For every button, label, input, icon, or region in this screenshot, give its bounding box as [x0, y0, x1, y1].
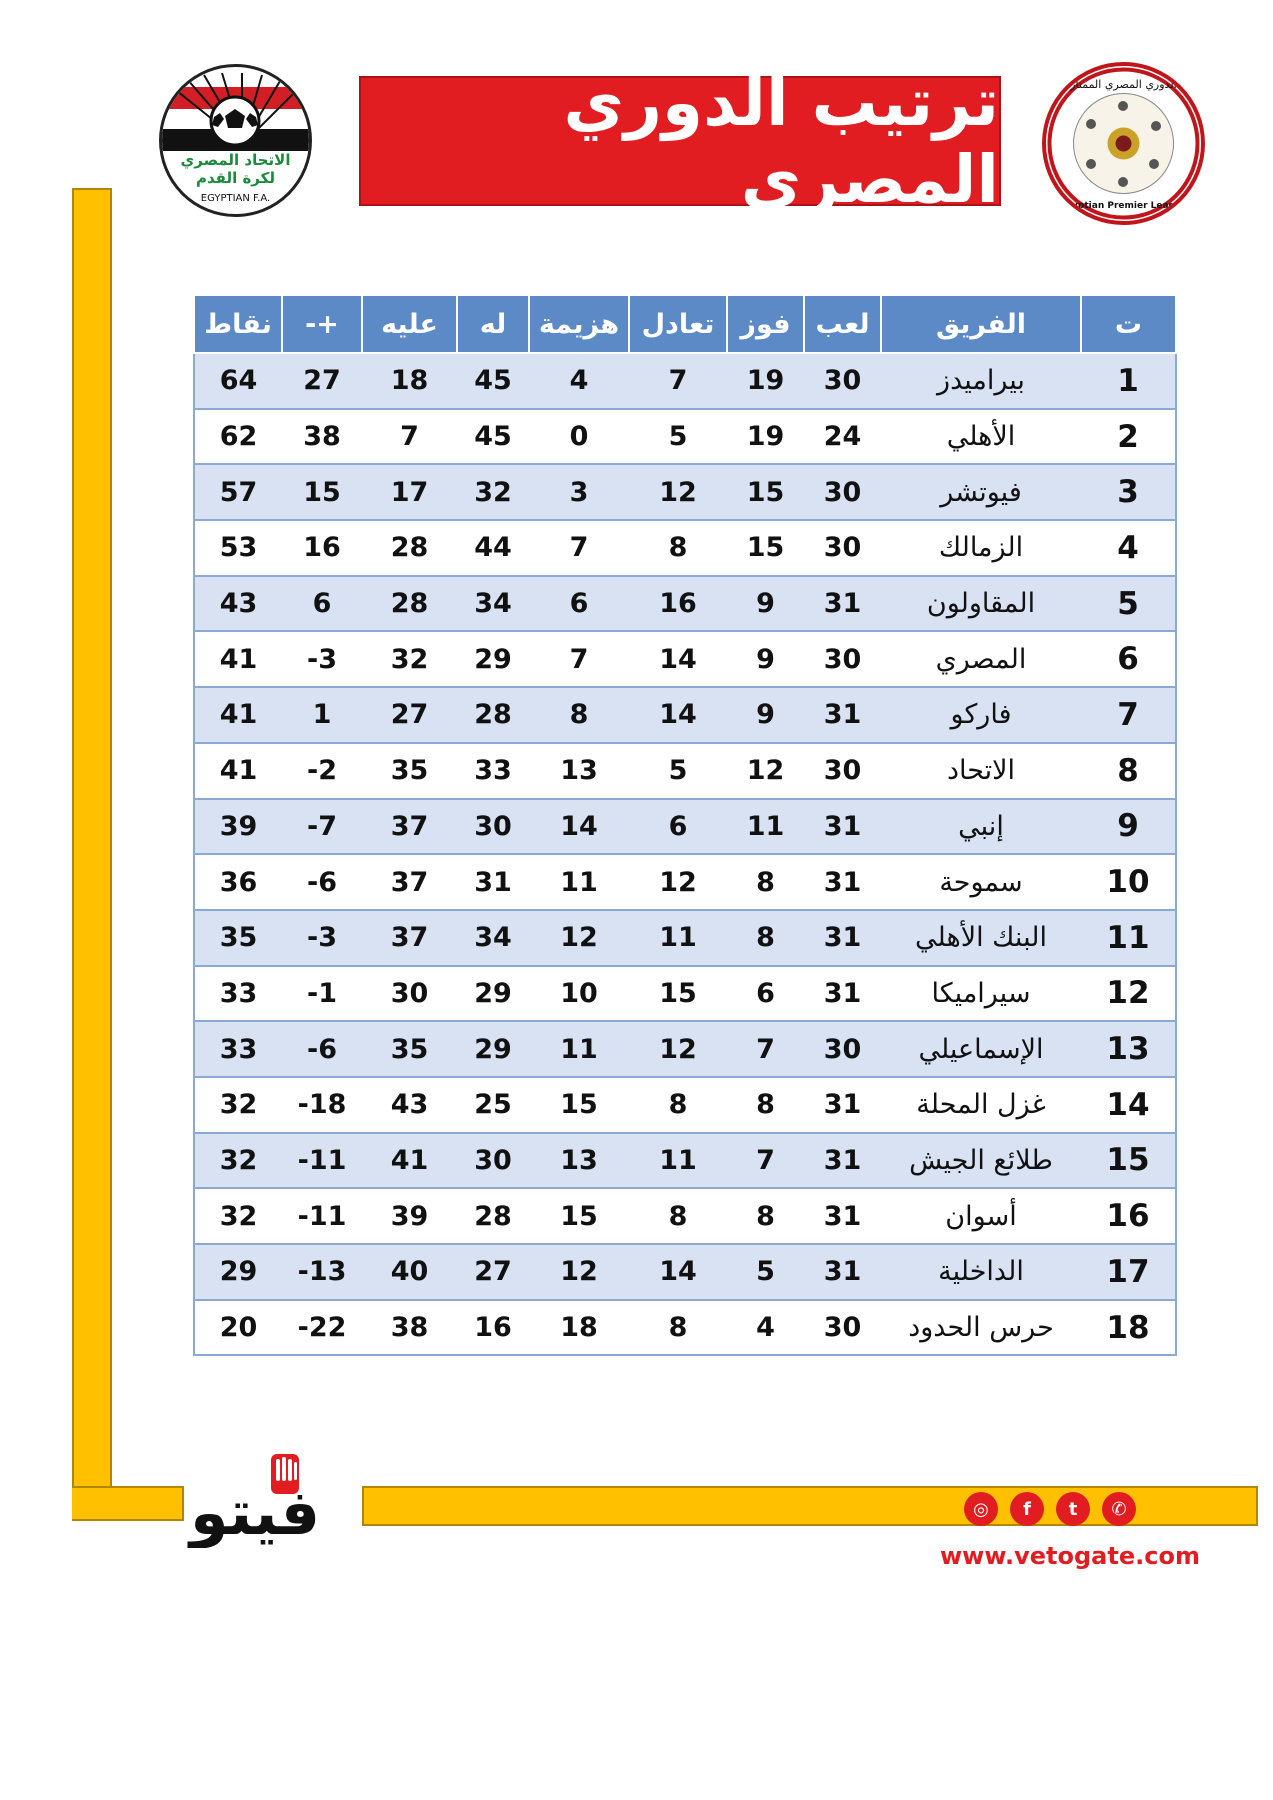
cell-played: 31	[804, 799, 881, 855]
cell-goal-diff: -6	[282, 1021, 362, 1077]
cell-goal-diff: -2	[282, 743, 362, 799]
table-row	[194, 1188, 1176, 1244]
cell-goal-diff: -11	[282, 1188, 362, 1244]
cell-goals-against: 18	[362, 353, 457, 409]
col-header-played: لعب	[804, 295, 881, 353]
cell-goals-against: 28	[362, 576, 457, 632]
instagram-icon[interactable]: ◎	[964, 1492, 998, 1526]
cell-goals-for: 32	[457, 464, 529, 520]
whatsapp-icon[interactable]: ✆	[1102, 1492, 1136, 1526]
cell-goals-for: 29	[457, 1021, 529, 1077]
cell-team: سيراميكا	[881, 966, 1081, 1022]
cell-goals-for: 30	[457, 1133, 529, 1189]
cell-drawn: 14	[629, 687, 727, 743]
table-row	[194, 1077, 1176, 1133]
cell-points: 33	[194, 1021, 282, 1077]
cell-played: 31	[804, 687, 881, 743]
table-row	[194, 687, 1176, 743]
col-header-rank: ت	[1081, 295, 1176, 353]
cell-drawn: 12	[629, 1021, 727, 1077]
cell-drawn: 11	[629, 1133, 727, 1189]
cell-lost: 11	[529, 854, 629, 910]
cell-goals-for: 28	[457, 1188, 529, 1244]
table-row	[194, 353, 1176, 409]
cell-played: 31	[804, 1188, 881, 1244]
cell-team: فيوتشر	[881, 464, 1081, 520]
cell-drawn: 8	[629, 1077, 727, 1133]
table-row	[194, 910, 1176, 966]
cell-played: 30	[804, 743, 881, 799]
cell-points: 41	[194, 743, 282, 799]
cell-points: 29	[194, 1244, 282, 1300]
table-row	[194, 854, 1176, 910]
cell-goal-diff: -11	[282, 1133, 362, 1189]
table-row	[194, 743, 1176, 799]
cell-played: 31	[804, 1133, 881, 1189]
cell-rank: 6	[1081, 631, 1176, 687]
cell-goals-against: 38	[362, 1300, 457, 1356]
cell-goals-against: 7	[362, 409, 457, 465]
cell-goals-for: 44	[457, 520, 529, 576]
cell-goals-against: 32	[362, 631, 457, 687]
cell-points: 64	[194, 353, 282, 409]
cell-goals-against: 37	[362, 910, 457, 966]
cell-goals-against: 30	[362, 966, 457, 1022]
cell-goal-diff: 27	[282, 353, 362, 409]
cell-lost: 15	[529, 1188, 629, 1244]
cell-goals-for: 29	[457, 966, 529, 1022]
cell-team: الاتحاد	[881, 743, 1081, 799]
cell-goal-diff: -22	[282, 1300, 362, 1356]
cell-goals-against: 28	[362, 520, 457, 576]
cell-points: 20	[194, 1300, 282, 1356]
cell-goal-diff: -6	[282, 854, 362, 910]
cell-goals-against: 40	[362, 1244, 457, 1300]
cell-lost: 4	[529, 353, 629, 409]
epl-logo-english: Egyptian Premier League	[1059, 201, 1188, 211]
cell-goals-for: 30	[457, 799, 529, 855]
table-row	[194, 1300, 1176, 1356]
cell-won: 8	[727, 910, 804, 966]
cell-drawn: 8	[629, 1300, 727, 1356]
twitter-icon[interactable]: t	[1056, 1492, 1090, 1526]
facebook-icon[interactable]: f	[1010, 1492, 1044, 1526]
cell-lost: 10	[529, 966, 629, 1022]
cell-drawn: 5	[629, 743, 727, 799]
table-row	[194, 799, 1176, 855]
cell-won: 11	[727, 799, 804, 855]
cell-lost: 0	[529, 409, 629, 465]
cell-rank: 2	[1081, 409, 1176, 465]
cell-lost: 7	[529, 520, 629, 576]
cell-won: 9	[727, 576, 804, 632]
cell-points: 35	[194, 910, 282, 966]
table-row	[194, 1021, 1176, 1077]
cell-goals-against: 35	[362, 1021, 457, 1077]
cell-played: 30	[804, 464, 881, 520]
efa-logo-line3: EGYPTIAN F.A.	[200, 193, 271, 204]
cell-rank: 11	[1081, 910, 1176, 966]
cell-points: 62	[194, 409, 282, 465]
cell-rank: 9	[1081, 799, 1176, 855]
cell-lost: 15	[529, 1077, 629, 1133]
efa-logo-line1: الاتحاد المصري	[180, 151, 291, 169]
cell-points: 39	[194, 799, 282, 855]
cell-points: 41	[194, 631, 282, 687]
cell-drawn: 6	[629, 799, 727, 855]
cell-goals-for: 16	[457, 1300, 529, 1356]
cell-won: 8	[727, 854, 804, 910]
cell-team: المصري	[881, 631, 1081, 687]
col-header-goals-for: له	[457, 295, 529, 353]
col-header-goal-diff: +-	[282, 295, 362, 353]
cell-goal-diff: -18	[282, 1077, 362, 1133]
col-header-team: الفريق	[881, 295, 1081, 353]
cell-won: 12	[727, 743, 804, 799]
cell-rank: 18	[1081, 1300, 1176, 1356]
cell-rank: 12	[1081, 966, 1176, 1022]
epl-logo-arabic: الدوري المصري الممتاز	[1070, 78, 1177, 91]
cell-points: 33	[194, 966, 282, 1022]
cell-goals-for: 34	[457, 576, 529, 632]
cell-won: 5	[727, 1244, 804, 1300]
cell-played: 31	[804, 576, 881, 632]
cell-goals-for: 31	[457, 854, 529, 910]
table-header-row	[194, 295, 1176, 353]
cell-drawn: 8	[629, 1188, 727, 1244]
cell-rank: 14	[1081, 1077, 1176, 1133]
cell-rank: 17	[1081, 1244, 1176, 1300]
cell-goals-for: 33	[457, 743, 529, 799]
cell-drawn: 12	[629, 854, 727, 910]
cell-won: 8	[727, 1077, 804, 1133]
cell-played: 31	[804, 854, 881, 910]
cell-lost: 13	[529, 1133, 629, 1189]
cell-rank: 10	[1081, 854, 1176, 910]
standings-body	[194, 353, 1176, 1355]
cell-goals-against: 39	[362, 1188, 457, 1244]
cell-lost: 13	[529, 743, 629, 799]
cell-goal-diff: -13	[282, 1244, 362, 1300]
cell-team: طلائع الجيش	[881, 1133, 1081, 1189]
cell-team: غزل المحلة	[881, 1077, 1081, 1133]
cell-won: 7	[727, 1133, 804, 1189]
cell-lost: 18	[529, 1300, 629, 1356]
website-link[interactable]: www.vetogate.com	[940, 1542, 1200, 1570]
cell-won: 7	[727, 1021, 804, 1077]
cell-team: الزمالك	[881, 520, 1081, 576]
cell-goals-for: 45	[457, 353, 529, 409]
cell-goal-diff: -3	[282, 631, 362, 687]
cell-team: المقاولون	[881, 576, 1081, 632]
cell-points: 57	[194, 464, 282, 520]
cell-played: 31	[804, 966, 881, 1022]
cell-team: سموحة	[881, 854, 1081, 910]
cell-drawn: 14	[629, 1244, 727, 1300]
cell-lost: 3	[529, 464, 629, 520]
cell-goal-diff: 16	[282, 520, 362, 576]
page-title: ترتيب الدوري المصري	[563, 64, 999, 218]
cell-goals-against: 17	[362, 464, 457, 520]
cell-played: 30	[804, 520, 881, 576]
table-row	[194, 631, 1176, 687]
cell-lost: 12	[529, 1244, 629, 1300]
cell-played: 30	[804, 353, 881, 409]
table-row	[194, 966, 1176, 1022]
cell-won: 9	[727, 631, 804, 687]
cell-lost: 8	[529, 687, 629, 743]
cell-drawn: 7	[629, 353, 727, 409]
cell-team: البنك الأهلي	[881, 910, 1081, 966]
cell-won: 19	[727, 409, 804, 465]
cell-rank: 5	[1081, 576, 1176, 632]
cell-points: 32	[194, 1188, 282, 1244]
col-header-lost: هزيمة	[529, 295, 629, 353]
cell-won: 15	[727, 464, 804, 520]
table-row	[194, 1133, 1176, 1189]
cell-rank: 8	[1081, 743, 1176, 799]
cell-team: إنبي	[881, 799, 1081, 855]
cell-rank: 15	[1081, 1133, 1176, 1189]
cell-drawn: 11	[629, 910, 727, 966]
cell-lost: 14	[529, 799, 629, 855]
cell-won: 19	[727, 353, 804, 409]
cell-goals-for: 25	[457, 1077, 529, 1133]
cell-goal-diff: 15	[282, 464, 362, 520]
table-row	[194, 409, 1176, 465]
cell-rank: 13	[1081, 1021, 1176, 1077]
cell-rank: 16	[1081, 1188, 1176, 1244]
cell-played: 30	[804, 1021, 881, 1077]
cell-points: 43	[194, 576, 282, 632]
cell-goals-against: 35	[362, 743, 457, 799]
cell-team: الداخلية	[881, 1244, 1081, 1300]
cell-goals-for: 27	[457, 1244, 529, 1300]
cell-lost: 12	[529, 910, 629, 966]
cell-rank: 3	[1081, 464, 1176, 520]
cell-team: فاركو	[881, 687, 1081, 743]
cell-won: 9	[727, 687, 804, 743]
efa-logo	[159, 64, 312, 217]
cell-lost: 7	[529, 631, 629, 687]
cell-points: 32	[194, 1077, 282, 1133]
veto-brand-text: فيتو	[189, 1476, 321, 1548]
cell-drawn: 16	[629, 576, 727, 632]
cell-goals-against: 37	[362, 799, 457, 855]
cell-goal-diff: 38	[282, 409, 362, 465]
cell-drawn: 5	[629, 409, 727, 465]
efa-logo-line2: لكرة القدم	[196, 169, 275, 187]
cell-points: 32	[194, 1133, 282, 1189]
cell-played: 31	[804, 1077, 881, 1133]
cell-team: الأهلي	[881, 409, 1081, 465]
cell-won: 15	[727, 520, 804, 576]
cell-played: 31	[804, 1244, 881, 1300]
cell-points: 36	[194, 854, 282, 910]
cell-team: الإسماعيلي	[881, 1021, 1081, 1077]
cell-goals-against: 43	[362, 1077, 457, 1133]
cell-rank: 4	[1081, 520, 1176, 576]
cell-won: 8	[727, 1188, 804, 1244]
frame-left-bar	[72, 188, 112, 1521]
veto-brand-logo	[165, 1450, 345, 1548]
standings-table-wrapper	[193, 294, 1175, 1356]
cell-team: حرس الحدود	[881, 1300, 1081, 1356]
cell-goal-diff: -7	[282, 799, 362, 855]
epl-logo	[1042, 62, 1205, 225]
cell-goals-for: 28	[457, 687, 529, 743]
cell-rank: 1	[1081, 353, 1176, 409]
cell-goal-diff: 1	[282, 687, 362, 743]
cell-team: بيراميدز	[881, 353, 1081, 409]
cell-won: 4	[727, 1300, 804, 1356]
cell-goals-for: 45	[457, 409, 529, 465]
col-header-goals-against: عليه	[362, 295, 457, 353]
col-header-points: نقاط	[194, 295, 282, 353]
cell-goals-against: 37	[362, 854, 457, 910]
cell-drawn: 8	[629, 520, 727, 576]
cell-drawn: 12	[629, 464, 727, 520]
cell-played: 31	[804, 910, 881, 966]
table-row	[194, 1244, 1176, 1300]
cell-team: أسوان	[881, 1188, 1081, 1244]
cell-played: 30	[804, 1300, 881, 1356]
cell-won: 6	[727, 966, 804, 1022]
cell-goals-against: 27	[362, 687, 457, 743]
cell-drawn: 15	[629, 966, 727, 1022]
cell-lost: 11	[529, 1021, 629, 1077]
cell-goal-diff: 6	[282, 576, 362, 632]
standings-table	[193, 294, 1177, 1356]
table-row	[194, 576, 1176, 632]
cell-played: 24	[804, 409, 881, 465]
cell-goals-for: 29	[457, 631, 529, 687]
cell-points: 41	[194, 687, 282, 743]
page-title-banner	[359, 64, 1001, 218]
cell-drawn: 14	[629, 631, 727, 687]
table-row	[194, 464, 1176, 520]
cell-goals-against: 41	[362, 1133, 457, 1189]
cell-goals-for: 34	[457, 910, 529, 966]
cell-points: 53	[194, 520, 282, 576]
cell-lost: 6	[529, 576, 629, 632]
cell-rank: 7	[1081, 687, 1176, 743]
cell-goal-diff: -3	[282, 910, 362, 966]
cell-goal-diff: -1	[282, 966, 362, 1022]
col-header-won: فوز	[727, 295, 804, 353]
cell-played: 30	[804, 631, 881, 687]
table-row	[194, 520, 1176, 576]
col-header-drawn: تعادل	[629, 295, 727, 353]
